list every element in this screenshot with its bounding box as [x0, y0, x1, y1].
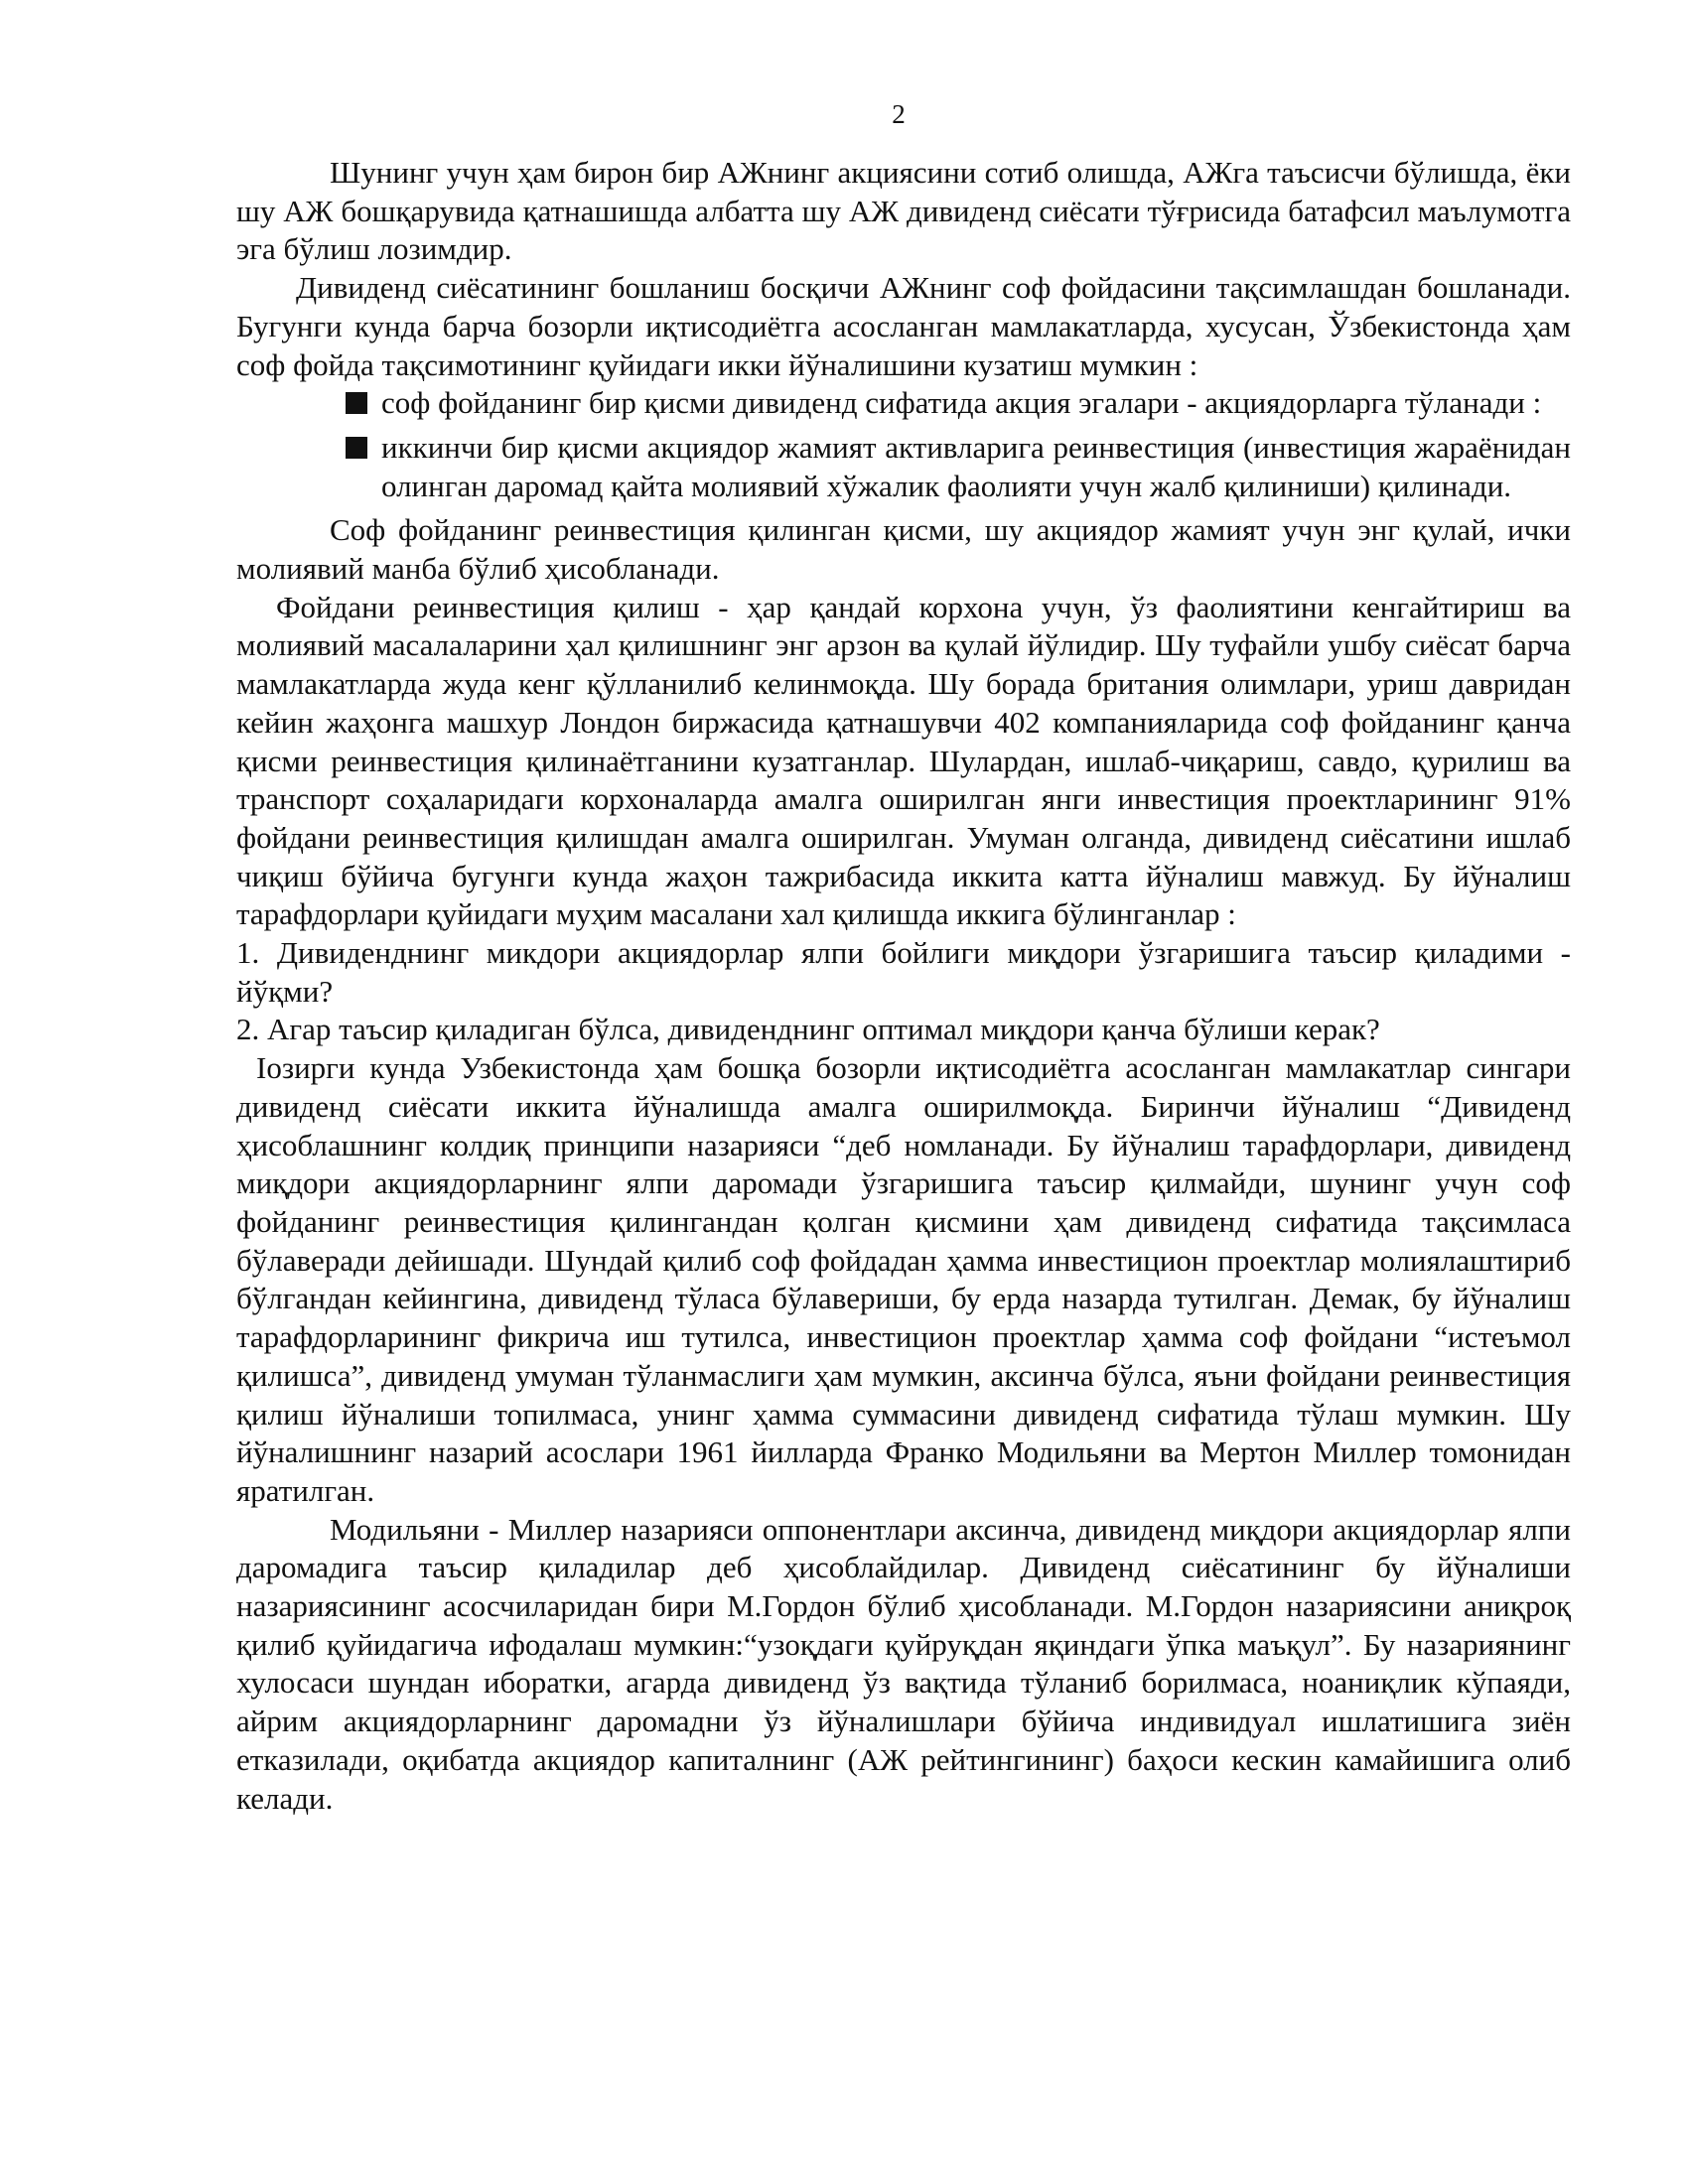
list-item-text: иккинчи бир қисми акциядор жамият активларига реинвестиция (инвестиция жараёнидан олинган даромад қайта молиявий хўжалик фаолияти учун жалб қилиниши) қилинади. — [381, 429, 1571, 503]
profit-distribution-list — [236, 384, 1571, 505]
paragraph-gordon-theory: Модильяни - Миллер назарияси оппонентлари аксинча, дивиденд миқдори акциядорлар ялпи даромадига таъсир қиладилар деб ҳисоблайдилар. Дивиденд сиёсатининг бу йўналиши назариясининг асосчиларидан бири М.Гордон бўлиб ҳисобланади. М.Гордон назариясини аниқроқ қилиб қуйидагича ифодалаш мумкин:“узоқдаги қуйруқдан яқиндаги ўпка маъқул”. Бу назариянинг хулосаси шундан иборатки, агарда дивиденд ўз вақтида тўланиб борилмаса, ноаниқлик кўпаяди, айрим акциядорларнинг даромадни ўз йўналишлари бўйича индивидуал ишлатишига зиён етказилади, оқибатда акциядор капиталнинг (АЖ рейтингининг) баҳоси кескин камайишига олиб келади. — [236, 1511, 1571, 1816]
square-bullet-icon — [346, 392, 367, 414]
question-1: 1. Дивиденднинг микдори акциядорлар ялпи бойлиги миқдори ўзгаришига таъсир қиладими - йўқми? — [236, 935, 1571, 1009]
list-item — [236, 384, 1571, 423]
paragraph-intro: Шунинг учун ҳам бирон бир АЖнинг акциясини сотиб олишда, АЖга таъсисчи бўлишда, ёки шу АЖ бошқарувида қатнашишда албатта шу АЖ дивиденд сиёсати тўғрисида батафсил маълумотга эга бўлиш лозимдир. — [236, 155, 1571, 267]
document-body — [236, 154, 1571, 1818]
paragraph-residual-theory: Іозирги кунда Узбекистонда ҳам бошқа бозорли иқтисодиётга асосланган мамлакатлар сингари дивиденд сиёсати иккита йўналишда амалга оширилмоқда. Биринчи йўналиш “Дивиденд ҳисоблашнинг колдиқ принципи назарияси “деб номланади. Бу йўналиш тарафдорлари, дивиденд миқдори акциядорларнинг ялпи даромади ўзгаришига таъсир қилмайди, шунинг учун соф фойданинг реинвестиция қилингандан қолган қисмини ҳам дивиденд сифатида тақсимласа бўлаверади дейишади. Шундай қилиб соф фойдадан ҳамма инвестицион проектлар молиялаштириб бўлгандан кейингина, дивиденд тўласа бўлавериши, бу ерда назарда тутилган. Демак, бу йўналиш тарафдорларининг фикрича иш тутилса, инвестицион проектлар ҳамма соф фойдани “истеъмол қилишса”, дивиденд умуман тўланмаслиги ҳам мумкин, аксинча бўлса, яъни фойдани реинвестиция қилиш йўналиши топилмаса, унинг ҳамма суммасини дивиденд сифатида тўлаш мумкин. Шу йўналишнинг назарий асослари 1961 йилларда Франко Модильяни ва Мертон Миллер томонидан яратилган. — [236, 1050, 1571, 1508]
page-number: 2 — [892, 99, 906, 129]
list-item-text: соф фойданинг бир қисми дивиденд сифатида акция эгалари - акциядорларга тўланади : — [381, 385, 1542, 421]
list-item — [236, 429, 1571, 505]
question-2: 2. Агар таъсир қиладиган бўлса, дивиденднинг оптимал миқдори қанча бўлиши керак? — [236, 1012, 1380, 1047]
paragraph-reinvestment-practice: Фойдани реинвестиция қилиш - ҳар қандай корхона учун, ўз фаолиятини кенгайтириш ва молиявий масалаларини ҳал қилишнинг энг арзон ва қулай йўлидир. Шу туфайли ушбу сиёсат барча мамлакатларда жуда кенг қўлланилиб келинмоқда. Шу борада британия олимлари, уриш давридан кейин жаҳонга машхур Лондон биржасида қатнашувчи 402 компанияларида соф фойданинг қанча қисми реинвестиция қилинаётганини кузатганлар. Шулардан, ишлаб-чиқариш, савдо, қурилиш ва транспорт соҳаларидаги корхоналарда амалга оширилган янги инвестиция проектларининг 91% фойдани реинвестиция қилишдан амалга оширилган. Умуман олганда, дивиденд сиёсатини ишлаб чиқиш бўйича бугунги кунда жаҳон тажрибасида иккита катта йўналиш мавжуд. Бу йўналиш тарафдорлари қуйидаги муҳим масалани хал қилишда иккига бўлинганлар : — [236, 589, 1571, 932]
paragraph-dividend-policy-start: Дивиденд сиёсатининг бошланиш босқичи АЖнинг соф фойдасини тақсимлашдан бошланади. Бугунги кунда барча бозорли иқтисодиётга асосланган мамлакатларда, хусусан, Ўзбекистонда ҳам соф фойда тақсимотининг қуйидаги икки йўналишини кузатиш мумкин : — [236, 270, 1571, 382]
square-bullet-icon — [346, 437, 367, 459]
paragraph-reinvestment-source: Соф фойданинг реинвестиция қилинган қисми, шу акциядор жамият учун энг қулай, ички молиявий манба бўлиб ҳисобланади. — [236, 512, 1571, 587]
